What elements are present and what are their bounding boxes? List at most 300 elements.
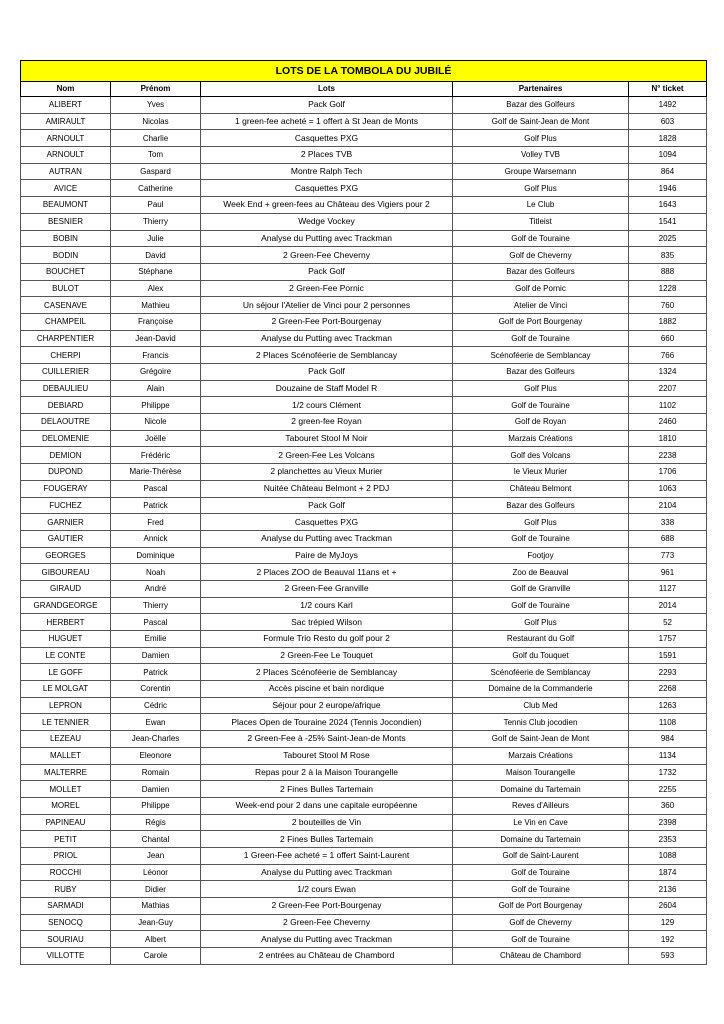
cell-prenom: Jean-Guy: [111, 914, 201, 931]
cell-partenaire: Marzais Créations: [453, 430, 629, 447]
cell-prenom: Francis: [111, 347, 201, 364]
cell-ticket: 1492: [629, 97, 707, 114]
cell-partenaire: Club Med: [453, 697, 629, 714]
cell-ticket: 1706: [629, 464, 707, 481]
cell-partenaire: Château Belmont: [453, 480, 629, 497]
cell-nom: DELAOUTRE: [21, 414, 111, 431]
cell-prenom: Patrick: [111, 664, 201, 681]
cell-lot: Tabouret Stool M Noir: [201, 430, 453, 447]
cell-ticket: 1541: [629, 213, 707, 230]
cell-ticket: 660: [629, 330, 707, 347]
cell-partenaire: Tennis Club jocodien: [453, 714, 629, 731]
cell-ticket: 2268: [629, 681, 707, 698]
cell-lot: Accès piscine et bain nordique: [201, 681, 453, 698]
cell-ticket: 1102: [629, 397, 707, 414]
cell-prenom: Julie: [111, 230, 201, 247]
cell-partenaire: Marzais Créations: [453, 747, 629, 764]
cell-prenom: Mathieu: [111, 297, 201, 314]
cell-prenom: Ewan: [111, 714, 201, 731]
cell-lot: Casquettes PXG: [201, 180, 453, 197]
cell-lot: Tabouret Stool M Rose: [201, 747, 453, 764]
cell-partenaire: Golf de Port Bourgenay: [453, 313, 629, 330]
table-row: [21, 697, 707, 714]
cell-prenom: Françoise: [111, 313, 201, 330]
cell-lot: 1/2 cours Clément: [201, 397, 453, 414]
cell-lot: 2 entrées au Château de Chambord: [201, 948, 453, 965]
cell-nom: BESNIER: [21, 213, 111, 230]
cell-nom: AMIRAULT: [21, 113, 111, 130]
cell-partenaire: Golf de Granville: [453, 580, 629, 597]
cell-ticket: 338: [629, 514, 707, 531]
cell-prenom: Didier: [111, 881, 201, 898]
cell-prenom: Jean-David: [111, 330, 201, 347]
cell-prenom: Pascal: [111, 480, 201, 497]
table-row: [21, 380, 707, 397]
cell-lot: Pack Golf: [201, 364, 453, 381]
cell-lot: Casquettes PXG: [201, 130, 453, 147]
cell-nom: PAPINEAU: [21, 814, 111, 831]
table-row: [21, 514, 707, 531]
header-nom: Nom: [21, 82, 111, 97]
cell-prenom: Philippe: [111, 797, 201, 814]
cell-lot: Analyse du Putting avec Trackman: [201, 330, 453, 347]
cell-partenaire: Golf de Royan: [453, 414, 629, 431]
table-row: [21, 764, 707, 781]
cell-lot: Un séjour l'Atelier de Vinci pour 2 personnes: [201, 297, 453, 314]
table-row: [21, 831, 707, 848]
cell-partenaire: Le Vin en Cave: [453, 814, 629, 831]
cell-nom: ARNOULT: [21, 147, 111, 164]
cell-ticket: 1828: [629, 130, 707, 147]
cell-nom: LE GOFF: [21, 664, 111, 681]
cell-lot: Sac trépied Wilson: [201, 614, 453, 631]
cell-partenaire: Titleist: [453, 213, 629, 230]
cell-nom: CUILLERIER: [21, 364, 111, 381]
cell-lot: Casquettes PXG: [201, 514, 453, 531]
cell-partenaire: Domaine de la Commanderie: [453, 681, 629, 698]
cell-nom: VILLOTTE: [21, 948, 111, 965]
cell-ticket: 766: [629, 347, 707, 364]
cell-ticket: 2460: [629, 414, 707, 431]
cell-lot: Paire de MyJoys: [201, 547, 453, 564]
table-row: [21, 814, 707, 831]
cell-prenom: David: [111, 247, 201, 264]
table-body: [21, 97, 707, 965]
cell-lot: Analyse du Putting avec Trackman: [201, 864, 453, 881]
cell-lot: 2 Green-Fee Pornic: [201, 280, 453, 297]
table-row: [21, 597, 707, 614]
cell-partenaire: Golf Plus: [453, 514, 629, 531]
cell-lot: 2 Green-Fee Port-Bourgenay: [201, 313, 453, 330]
cell-prenom: Mathias: [111, 898, 201, 915]
cell-partenaire: Golf Plus: [453, 380, 629, 397]
cell-lot: 2 Green-Fee Cheverny: [201, 914, 453, 931]
table-row: [21, 647, 707, 664]
header-prenom: Prénom: [111, 82, 201, 97]
cell-ticket: 2604: [629, 898, 707, 915]
table-row: [21, 530, 707, 547]
cell-nom: GIRAUD: [21, 580, 111, 597]
cell-nom: ARNOULT: [21, 130, 111, 147]
cell-prenom: Stéphane: [111, 263, 201, 280]
cell-nom: SOURIAU: [21, 931, 111, 948]
cell-partenaire: Golf de Touraine: [453, 397, 629, 414]
cell-prenom: Emilie: [111, 631, 201, 648]
cell-nom: PETIT: [21, 831, 111, 848]
cell-prenom: Fred: [111, 514, 201, 531]
cell-ticket: 961: [629, 564, 707, 581]
table-row: [21, 731, 707, 748]
cell-prenom: André: [111, 580, 201, 597]
cell-prenom: Philippe: [111, 397, 201, 414]
cell-lot: 1 Green-Fee acheté = 1 offert Saint-Laurent: [201, 847, 453, 864]
cell-partenaire: Golf de Saint-Laurent: [453, 847, 629, 864]
cell-partenaire: Golf de Saint-Jean de Mont: [453, 113, 629, 130]
cell-prenom: Jean-Charles: [111, 731, 201, 748]
cell-nom: SENOCQ: [21, 914, 111, 931]
cell-prenom: Chantal: [111, 831, 201, 848]
table-row: [21, 397, 707, 414]
cell-lot: 1/2 cours Karl: [201, 597, 453, 614]
cell-partenaire: Bazar des Golfeurs: [453, 497, 629, 514]
cell-ticket: 984: [629, 731, 707, 748]
cell-ticket: 192: [629, 931, 707, 948]
cell-lot: 2 Places TVB: [201, 147, 453, 164]
cell-ticket: 603: [629, 113, 707, 130]
cell-prenom: Romain: [111, 764, 201, 781]
cell-prenom: Paul: [111, 197, 201, 214]
table-row: [21, 547, 707, 564]
cell-lot: 2 bouteilles de Vin: [201, 814, 453, 831]
cell-lot: 2 planchettes au Vieux Murier: [201, 464, 453, 481]
cell-nom: BOUCHET: [21, 263, 111, 280]
cell-prenom: Thierry: [111, 597, 201, 614]
table-row: [21, 631, 707, 648]
cell-partenaire: Bazar des Golfeurs: [453, 263, 629, 280]
cell-nom: GAUTIER: [21, 530, 111, 547]
cell-partenaire: Golf de Cheverny: [453, 247, 629, 264]
cell-prenom: Léonor: [111, 864, 201, 881]
cell-nom: LEZEAU: [21, 731, 111, 748]
cell-prenom: Alain: [111, 380, 201, 397]
cell-partenaire: Restaurant du Golf: [453, 631, 629, 648]
cell-prenom: Joëlle: [111, 430, 201, 447]
cell-lot: Repas pour 2 à la Maison Tourangelle: [201, 764, 453, 781]
cell-prenom: Catherine: [111, 180, 201, 197]
cell-prenom: Frédéric: [111, 447, 201, 464]
cell-prenom: Régis: [111, 814, 201, 831]
cell-nom: GIBOUREAU: [21, 564, 111, 581]
cell-nom: BOBIN: [21, 230, 111, 247]
cell-prenom: Patrick: [111, 497, 201, 514]
cell-nom: BODIN: [21, 247, 111, 264]
cell-ticket: 2398: [629, 814, 707, 831]
table-row: [21, 197, 707, 214]
cell-nom: CHAMPEIL: [21, 313, 111, 330]
cell-prenom: Gaspard: [111, 163, 201, 180]
cell-lot: Séjour pour 2 europe/afrique: [201, 697, 453, 714]
cell-prenom: Noah: [111, 564, 201, 581]
cell-ticket: 2136: [629, 881, 707, 898]
cell-ticket: 1810: [629, 430, 707, 447]
cell-partenaire: Golf de Touraine: [453, 931, 629, 948]
cell-prenom: Carole: [111, 948, 201, 965]
cell-ticket: 1643: [629, 197, 707, 214]
cell-prenom: Marie-Thérèse: [111, 464, 201, 481]
table-row: [21, 280, 707, 297]
cell-prenom: Albert: [111, 931, 201, 948]
cell-ticket: 2025: [629, 230, 707, 247]
cell-lot: 2 Green-Fee Le Touquet: [201, 647, 453, 664]
table-row: [21, 714, 707, 731]
cell-ticket: 2014: [629, 597, 707, 614]
cell-partenaire: Bazar des Golfeurs: [453, 364, 629, 381]
cell-lot: 2 Places ZOO de Beauval 11ans et +: [201, 564, 453, 581]
table-row: [21, 430, 707, 447]
cell-ticket: 1063: [629, 480, 707, 497]
cell-prenom: Corentin: [111, 681, 201, 698]
cell-lot: 2 Fines Bulles Tartemain: [201, 781, 453, 798]
cell-prenom: Thierry: [111, 213, 201, 230]
cell-prenom: Pascal: [111, 614, 201, 631]
cell-prenom: Eleonore: [111, 747, 201, 764]
cell-lot: 1 green-fee acheté = 1 offert à St Jean de Monts: [201, 113, 453, 130]
cell-ticket: 2255: [629, 781, 707, 798]
table-row: [21, 163, 707, 180]
cell-nom: DUPOND: [21, 464, 111, 481]
table-row: [21, 147, 707, 164]
cell-prenom: Nicolas: [111, 113, 201, 130]
cell-lot: Pack Golf: [201, 263, 453, 280]
cell-prenom: Alex: [111, 280, 201, 297]
cell-partenaire: Golf de Touraine: [453, 230, 629, 247]
table-row: [21, 364, 707, 381]
cell-ticket: 593: [629, 948, 707, 965]
cell-prenom: Jean: [111, 847, 201, 864]
cell-nom: GEORGES: [21, 547, 111, 564]
cell-lot: Douzaine de Staff Model R: [201, 380, 453, 397]
cell-nom: DEBIARD: [21, 397, 111, 414]
cell-ticket: 1127: [629, 580, 707, 597]
cell-lot: 2 Green-Fee Port-Bourgenay: [201, 898, 453, 915]
cell-prenom: Nicole: [111, 414, 201, 431]
cell-nom: CHARPENTIER: [21, 330, 111, 347]
cell-ticket: 2353: [629, 831, 707, 848]
cell-nom: MOREL: [21, 797, 111, 814]
cell-partenaire: Footjoy: [453, 547, 629, 564]
cell-lot: 2 Green-Fee Cheverny: [201, 247, 453, 264]
cell-prenom: Damien: [111, 647, 201, 664]
cell-nom: LEPRON: [21, 697, 111, 714]
cell-lot: Places Open de Touraine 2024 (Tennis Jocondien): [201, 714, 453, 731]
table-row: [21, 263, 707, 280]
table-row: [21, 948, 707, 965]
cell-nom: FUCHEZ: [21, 497, 111, 514]
cell-partenaire: Golf Plus: [453, 130, 629, 147]
cell-partenaire: Atelier de Vinci: [453, 297, 629, 314]
cell-lot: 2 Green-Fee Les Volcans: [201, 447, 453, 464]
cell-lot: Formule Trio Resto du golf pour 2: [201, 631, 453, 648]
cell-lot: Analyse du Putting avec Trackman: [201, 530, 453, 547]
cell-ticket: 360: [629, 797, 707, 814]
cell-prenom: Dominique: [111, 547, 201, 564]
cell-lot: Week End + green-fees au Château des Vigiers pour 2: [201, 197, 453, 214]
cell-ticket: 1228: [629, 280, 707, 297]
cell-ticket: 1591: [629, 647, 707, 664]
table-row: [21, 480, 707, 497]
cell-nom: LE CONTE: [21, 647, 111, 664]
cell-nom: MALTERRE: [21, 764, 111, 781]
table-title: LOTS DE LA TOMBOLA DU JUBILÉ: [21, 61, 707, 82]
cell-partenaire: Golf des Volcans: [453, 447, 629, 464]
table-row: [21, 664, 707, 681]
cell-nom: GARNIER: [21, 514, 111, 531]
table-row: [21, 847, 707, 864]
table-row: [21, 497, 707, 514]
table-row: [21, 247, 707, 264]
cell-partenaire: Golf de Touraine: [453, 330, 629, 347]
cell-ticket: 129: [629, 914, 707, 931]
cell-prenom: Grégoire: [111, 364, 201, 381]
cell-partenaire: Golf de Touraine: [453, 881, 629, 898]
cell-nom: LE MOLGAT: [21, 681, 111, 698]
table-row: [21, 464, 707, 481]
cell-partenaire: Golf de Port Bourgenay: [453, 898, 629, 915]
cell-lot: Montre Ralph Tech: [201, 163, 453, 180]
cell-partenaire: Golf de Cheverny: [453, 914, 629, 931]
cell-lot: Wedge Vockey: [201, 213, 453, 230]
cell-partenaire: Golf de Touraine: [453, 597, 629, 614]
table-row: [21, 781, 707, 798]
tombola-sheet: [20, 60, 706, 965]
cell-ticket: 52: [629, 614, 707, 631]
table-row: [21, 297, 707, 314]
cell-prenom: Tom: [111, 147, 201, 164]
cell-nom: ROCCHI: [21, 864, 111, 881]
cell-ticket: 1874: [629, 864, 707, 881]
cell-partenaire: Scénoféerie de Semblancay: [453, 664, 629, 681]
table-row: [21, 347, 707, 364]
cell-nom: AUTRAN: [21, 163, 111, 180]
cell-partenaire: Bazar des Golfeurs: [453, 97, 629, 114]
cell-nom: ALIBERT: [21, 97, 111, 114]
prize-table: [20, 60, 707, 965]
cell-lot: 2 Green-Fee Granville: [201, 580, 453, 597]
cell-prenom: Cédric: [111, 697, 201, 714]
table-row: [21, 447, 707, 464]
cell-partenaire: Le Club: [453, 197, 629, 214]
cell-lot: 2 green-fee Royan: [201, 414, 453, 431]
header-ticket: N° ticket: [629, 82, 707, 97]
table-row: [21, 747, 707, 764]
table-row: [21, 330, 707, 347]
cell-ticket: 864: [629, 163, 707, 180]
cell-ticket: 1263: [629, 697, 707, 714]
cell-partenaire: Domaine du Tartemain: [453, 831, 629, 848]
cell-nom: LE TENNIER: [21, 714, 111, 731]
cell-ticket: 1134: [629, 747, 707, 764]
header-lots: Lots: [201, 82, 453, 97]
cell-lot: 1/2 cours Ewan: [201, 881, 453, 898]
cell-ticket: 1088: [629, 847, 707, 864]
cell-lot: 2 Places Scénoféerie de Semblancay: [201, 347, 453, 364]
cell-ticket: 1732: [629, 764, 707, 781]
table-row: [21, 180, 707, 197]
table-row: [21, 414, 707, 431]
cell-partenaire: Maison Tourangelle: [453, 764, 629, 781]
table-row: [21, 130, 707, 147]
table-row: [21, 681, 707, 698]
cell-lot: Analyse du Putting avec Trackman: [201, 230, 453, 247]
cell-ticket: 2104: [629, 497, 707, 514]
table-row: [21, 864, 707, 881]
cell-nom: CHERPI: [21, 347, 111, 364]
cell-nom: FOUGERAY: [21, 480, 111, 497]
cell-partenaire: Château de Chambord: [453, 948, 629, 965]
cell-partenaire: Reves d'Ailleurs: [453, 797, 629, 814]
cell-nom: MOLLET: [21, 781, 111, 798]
cell-ticket: 1108: [629, 714, 707, 731]
cell-partenaire: Volley TVB: [453, 147, 629, 164]
cell-partenaire: Golf de Pornic: [453, 280, 629, 297]
cell-prenom: Annick: [111, 530, 201, 547]
cell-ticket: 1882: [629, 313, 707, 330]
cell-nom: AVICE: [21, 180, 111, 197]
cell-ticket: 1757: [629, 631, 707, 648]
cell-lot: Pack Golf: [201, 497, 453, 514]
cell-nom: MALLET: [21, 747, 111, 764]
table-row: [21, 881, 707, 898]
table-row: [21, 931, 707, 948]
table-row: [21, 230, 707, 247]
cell-partenaire: le Vieux Murier: [453, 464, 629, 481]
cell-partenaire: Golf Plus: [453, 614, 629, 631]
cell-nom: BEAUMONT: [21, 197, 111, 214]
cell-nom: PRIOL: [21, 847, 111, 864]
header-partenaires: Partenaires: [453, 82, 629, 97]
cell-partenaire: Scénoféerie de Semblancay: [453, 347, 629, 364]
cell-ticket: 2207: [629, 380, 707, 397]
cell-lot: Week-end pour 2 dans une capitale européenne: [201, 797, 453, 814]
table-row: [21, 898, 707, 915]
cell-partenaire: Golf de Touraine: [453, 864, 629, 881]
table-row: [21, 113, 707, 130]
cell-nom: SARMADI: [21, 898, 111, 915]
table-row: [21, 614, 707, 631]
table-row: [21, 213, 707, 230]
cell-prenom: Damien: [111, 781, 201, 798]
cell-nom: BULOT: [21, 280, 111, 297]
cell-nom: DELOMENIE: [21, 430, 111, 447]
cell-ticket: 835: [629, 247, 707, 264]
cell-lot: 2 Places Scénoféerie de Semblancay: [201, 664, 453, 681]
table-row: [21, 914, 707, 931]
cell-lot: Pack Golf: [201, 97, 453, 114]
cell-nom: CASENAVE: [21, 297, 111, 314]
cell-ticket: 773: [629, 547, 707, 564]
cell-lot: Analyse du Putting avec Trackman: [201, 931, 453, 948]
cell-ticket: 688: [629, 530, 707, 547]
cell-ticket: 1946: [629, 180, 707, 197]
cell-ticket: 2293: [629, 664, 707, 681]
cell-ticket: 1324: [629, 364, 707, 381]
cell-partenaire: Golf du Touquet: [453, 647, 629, 664]
cell-nom: HERBERT: [21, 614, 111, 631]
table-row: [21, 97, 707, 114]
cell-partenaire: Golf de Touraine: [453, 530, 629, 547]
cell-lot: Nuitée Château Belmont + 2 PDJ: [201, 480, 453, 497]
cell-prenom: Charlie: [111, 130, 201, 147]
